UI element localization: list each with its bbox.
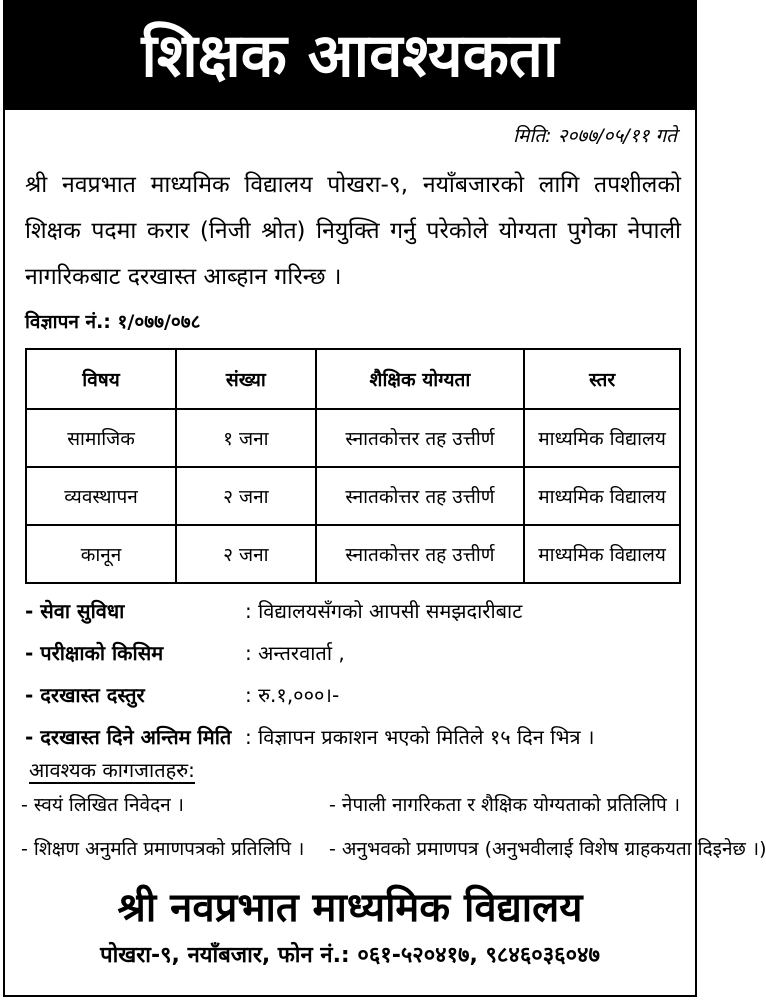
cell-subject: कानून [26, 525, 176, 583]
school-name: श्री नवप्रभात माध्यमिक विद्यालय [117, 885, 583, 931]
notice-title: शिक्षक आवश्यकता [5, 2, 695, 110]
term-label: - परीक्षाको किसिम [25, 641, 164, 665]
term-value: : अन्तरवार्ता , [245, 641, 345, 665]
term-label: - दरखास्त दिने अन्तिम मिति [25, 725, 232, 749]
term-item [19, 716, 689, 758]
document-item: - शिक्षण अनुमति प्रमाणपत्रको प्रतिलिपि । [21, 838, 305, 860]
document-item: - अनुभवको प्रमाणपत्र (अनुभवीलाई विशेष ग्राहकयता दिइनेछ ।) [329, 838, 766, 860]
table-row [26, 467, 680, 525]
notice-date: मिति: २०७७/०५/११ गते [513, 125, 677, 147]
vacancy-table [25, 348, 681, 584]
advertisement-number: विज्ञापन नं.: १/०७७/०७८ [25, 311, 201, 333]
table-row [26, 409, 680, 467]
cell-subject: सामाजिक [26, 409, 176, 467]
document-item: - स्वयं लिखित निवेदन । [21, 794, 184, 816]
term-label: - दरखास्त दस्तुर [25, 683, 145, 707]
cell-level: माध्यमिक विद्यालय [524, 409, 680, 467]
terms-list [19, 590, 689, 758]
header-level: स्तर [524, 349, 680, 409]
header-count: संख्या [176, 349, 316, 409]
cell-level: माध्यमिक विद्यालय [524, 525, 680, 583]
cell-qualification: स्नातकोत्तर तह उत्तीर्ण [316, 409, 525, 467]
school-address: पोखरा-९, नयाँबजार, फोन नं.: ०६१-५२०४१७, ९८४६०३६०४७ [100, 943, 600, 968]
cell-subject: व्यवस्थापन [26, 467, 176, 525]
intro-paragraph: श्री नवप्रभात माध्यमिक विद्यालय पोखरा-९, नयाँबजारको लागि तपशीलको शिक्षक पदमा करार (निजी श्रोत) नियुक्ति गर्नु परेकोले योग्यता पुगेका नेपाली नागरिकबाट दरखास्त आब्हान गरिन्छ । [25, 172, 681, 290]
header-qualification: शैक्षिक योग्यता [316, 349, 525, 409]
term-value: : विद्यालयसँगको आपसी समझदारीबाट [245, 599, 523, 623]
notice-page [3, 0, 766, 997]
term-label: - सेवा सुविधा [25, 599, 125, 623]
term-item [19, 632, 689, 674]
documents-heading: आवश्यक कागजातहरु: [29, 758, 195, 782]
cell-qualification: स्नातकोत्तर तह उत्तीर्ण [316, 525, 525, 583]
term-item [19, 674, 689, 716]
document-item: - नेपाली नागरिकता र शैक्षिक योग्यताको प्रतिलिपि । [329, 794, 681, 816]
cell-count: २ जना [176, 467, 316, 525]
cell-level: माध्यमिक विद्यालय [524, 467, 680, 525]
table-header-row [26, 349, 680, 409]
term-value: : विज्ञापन प्रकाशन भएको मितिले १५ दिन भित्र । [245, 725, 595, 749]
cell-count: २ जना [176, 525, 316, 583]
term-item [19, 590, 689, 632]
table-row [26, 525, 680, 583]
cell-qualification: स्नातकोत्तर तह उत्तीर्ण [316, 467, 525, 525]
cell-count: १ जना [176, 409, 316, 467]
header-subject: विषय [26, 349, 176, 409]
term-value: : रु.१,०००।- [245, 683, 340, 707]
